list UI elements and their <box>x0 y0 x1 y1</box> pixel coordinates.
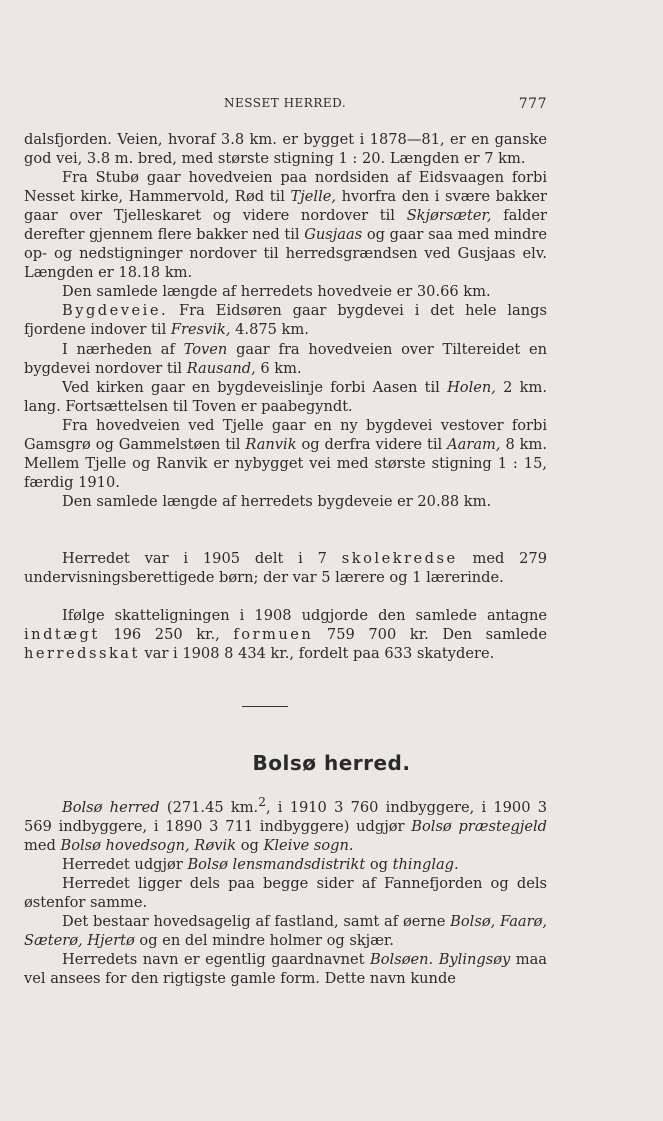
paragraph: Herredet var i 1905 delt i 7 skolekredse med 279 undervisningsberettigede børn; der var 5 lærere og 1 lærerinde. <box>24 550 547 587</box>
italic-text: Gusjaas <box>304 226 363 244</box>
paragraph: Fra hovedveien ved Tjelle gaar en ny bygdevei vestover forbi Gamsgrø og Gammelstøen til Ranvik og derfra videre til Aaram, 8 km. Mellem Tjelle og Ranvik er nybygget vei med største stigning 1 : 15, færdig 1910. <box>24 416 547 491</box>
italic-text: thinglag. <box>392 856 459 873</box>
italic-text: Tjelle, <box>290 188 337 206</box>
divider <box>242 706 288 707</box>
italic-text: Ranvik <box>245 435 297 453</box>
paragraph: Ifølge skatteligningen i 1908 udgjorde den samlede antagne indtægt 196 250 kr., formuen 759 700 kr. Den samlede herredsskat var i 1908 8 434 kr., fordelt paa 633 skatydere. <box>24 607 547 663</box>
italic-text: Bylingsøy <box>438 951 511 969</box>
spaced-text: skolekredse <box>341 550 458 567</box>
italic-text: Bolsø lensmandsdistrikt <box>187 856 366 873</box>
spaced-text: Bygdeveie. <box>62 302 169 320</box>
paragraph: I nærheden af Toven gaar fra hovedveien over Tiltereidet en bygdevei nordover til Rausand, 6 km. <box>24 340 547 377</box>
italic-text: Kleive sogn. <box>263 836 354 854</box>
italic-text: Bolsø, <box>450 913 496 931</box>
italic-text: Bolsø hovedsogn, <box>60 836 190 854</box>
paragraph: Ved kirken gaar en bygdeveislinje forbi Aasen til Holen, 2 km. lang. Fortsættelsen til Toven er paabegyndt. <box>24 378 547 415</box>
road-section <box>24 130 547 511</box>
italic-text: Bolsøen. <box>370 951 434 969</box>
paragraph: Den samlede længde af herredets bygdeveie er 20.88 km. <box>62 492 492 510</box>
page-number: 777 <box>518 96 547 112</box>
bolso-section <box>24 793 547 988</box>
italic-text: Bolsø herred <box>62 798 160 816</box>
running-title: NESSET HERRED. <box>224 96 347 110</box>
italic-text: Fresvik, <box>170 321 231 339</box>
italic-text: Bolsø præstegjeld <box>411 817 547 835</box>
paragraph: Bolsø herred (271.45 km.$^2$, i 1910 3 760 indbyggere, i 1900 3 569 indbyggere, i 1890 3 711 indbyggere) udgjør Bolsø præstegjeld med Bolsø hovedsogn, Røvik og Kleive sogn. <box>24 795 548 854</box>
running-header <box>24 96 547 114</box>
italic-text: Faarø, <box>500 913 548 931</box>
section-heading: Bolsø herred. <box>252 751 411 775</box>
paragraph: dalsfjorden. Veien, hvoraf 3.8 km. er bygget i 1878—81, er en ganske god vei, 3.8 m. bred, med største stigning 1 : 20. Længden er 7 km. <box>24 131 547 168</box>
paragraph: Fra Stubø gaar hovedveien paa nordsiden af Eidsvaagen forbi Nesset kirke, Hammervold, Rød til Tjelle, hvorfra den i svære bakker gaar over Tjelleskaret og videre nordover til Skjørsæter, falder derefter gjennem flere bakker ned til Gusjaas og gaar saa med mindre op- og nedstigninger nordover til herredsgrændsen ved Gusjaas elv. Længden er 18.18 km. <box>24 169 547 282</box>
italic-text: Sæterø, <box>24 932 83 950</box>
italic-text: Skjørsæter, <box>406 207 492 225</box>
italic-text: Rausand, <box>186 359 256 377</box>
italic-text: Toven <box>183 340 228 358</box>
italic-text: Hjertø <box>87 932 135 950</box>
paragraph: Herredet udgjør Bolsø lensmandsdistrikt og thinglag. <box>62 856 459 873</box>
italic-text: Holen, <box>447 378 496 396</box>
paragraph: Den samlede længde af herredets hovedveie er 30.66 km. <box>62 283 491 301</box>
paragraph: Herredet ligger dels paa begge sider af Fannefjorden og dels østenfor samme. <box>24 875 547 912</box>
tax-section <box>24 606 547 663</box>
spaced-text: herredsskat <box>24 645 140 663</box>
paragraph: Bygdeveie. Fra Eidsøren gaar bygdevei i det hele langs fjordene indover til Fresvik, 4.875 km. <box>24 302 547 339</box>
school-section <box>24 549 547 587</box>
paragraph: Det bestaar hovedsagelig af fastland, samt af øerne Bolsø, Faarø, Sæterø, Hjertø og en del mindre holmer og skjær. <box>24 913 548 950</box>
spaced-text: indtægt <box>24 626 100 644</box>
spaced-text: formuen <box>233 626 314 644</box>
italic-text: Aaram, <box>447 435 501 453</box>
paragraph: Herredets navn er egentlig gaardnavnet Bolsøen. Bylingsøy maa vel ansees for den rigtigste gamle form. Dette navn kunde <box>24 951 548 988</box>
superscript: 2 <box>258 795 266 809</box>
italic-text: Røvik <box>194 836 237 854</box>
